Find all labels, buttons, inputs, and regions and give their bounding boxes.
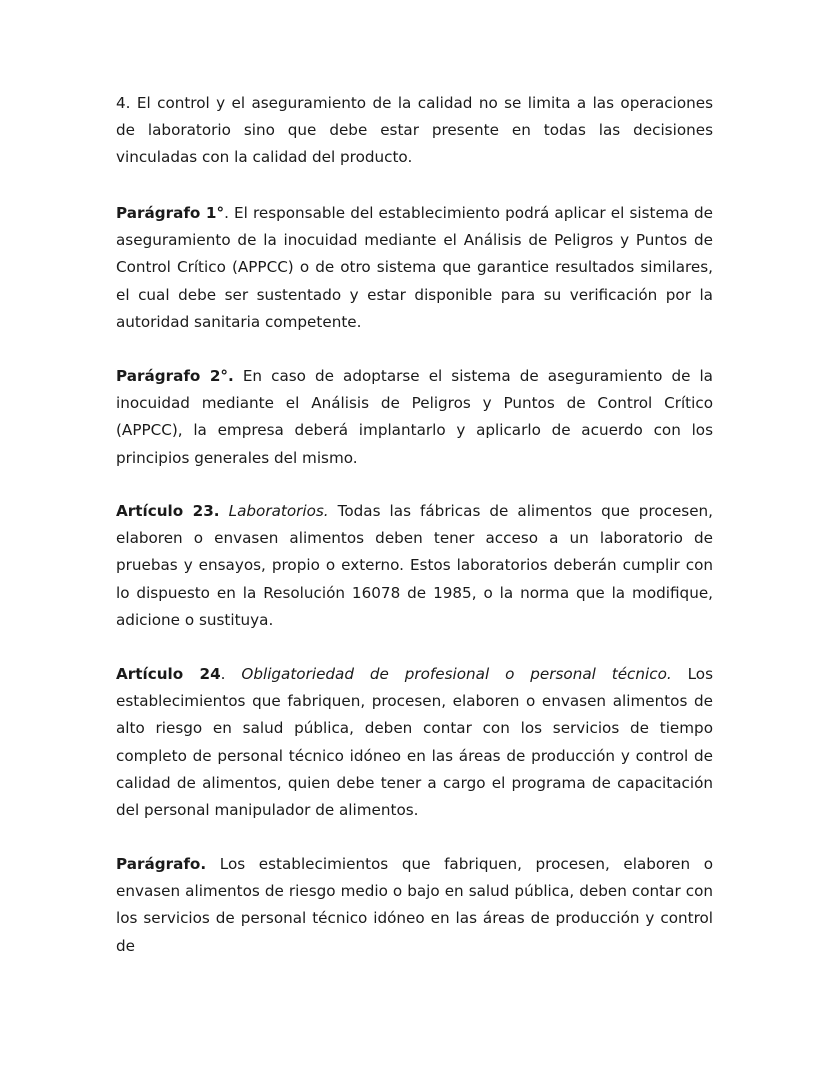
article-23 — [116, 498, 713, 634]
paragraph-text: Los establecimientos que fabriquen, procesen, elaboren o envasen alimentos de riesgo medio o bajo en salud pública, deben contar con los servicios de personal técnico idóneo en las áreas de producción y control de — [116, 855, 713, 955]
article-title: Obligatoriedad de profesional o personal técnico. — [241, 665, 672, 683]
paragraph-text: . El responsable del establecimiento podrá aplicar el sistema de aseguramiento de la inocuidad mediante el Análisis de Peligros y Puntos de Control Crítico (APPCC) o de otro sistema que garantice resultados similares, el cual debe ser sustentado y estar disponible para su verificación por la autoridad sanitaria competente. — [116, 204, 713, 331]
paragraph-label: Parágrafo. — [116, 855, 207, 873]
paragraph-paragrafo-1 — [116, 200, 713, 336]
paragraph-paragrafo — [116, 851, 713, 960]
paragraph-label: Parágrafo 2°. — [116, 367, 234, 385]
paragraph-paragrafo-2 — [116, 363, 713, 472]
article-title: Laboratorios. — [228, 502, 329, 520]
paragraph-control-calidad — [116, 90, 713, 172]
article-text: Los establecimientos que fabriquen, procesen, elaboren o envasen alimentos de alto riesgo en salud pública, deben contar con los servicios de tiempo completo de personal técnico idóneo en las áreas de producción y control de calidad de alimentos, quien debe tener a cargo el programa de capacitación del personal manipulador de alimentos. — [116, 665, 714, 820]
article-24 — [116, 661, 713, 824]
article-label-dot: . — [220, 665, 226, 683]
article-text: Todas las fábricas de alimentos que procesen, elaboren o envasen alimentos deben tener acceso a un laboratorio de pruebas y ensayos, propio o externo. Estos laboratorios deberán cumplir con lo dispuesto en la Resolución 16078 de 1985, o la norma que la modifique, adicione o sustituya. — [116, 502, 714, 629]
article-label: Artículo 24 — [116, 665, 221, 683]
paragraph-label: Parágrafo 1° — [116, 204, 225, 222]
paragraph-text: 4. El control y el aseguramiento de la calidad no se limita a las operaciones de laboratorio sino que debe estar presente en todas las decisiones vinculadas con la calidad del producto. — [116, 94, 713, 167]
paragraph-text: En caso de adoptarse el sistema de aseguramiento de la inocuidad mediante el Análisis de Peligros y Puntos de Control Crítico (APPCC), la empresa deberá implantarlo y aplicarlo de acuerdo con los principios generales del mismo. — [116, 367, 713, 467]
article-label: Artículo 23. — [116, 502, 220, 520]
